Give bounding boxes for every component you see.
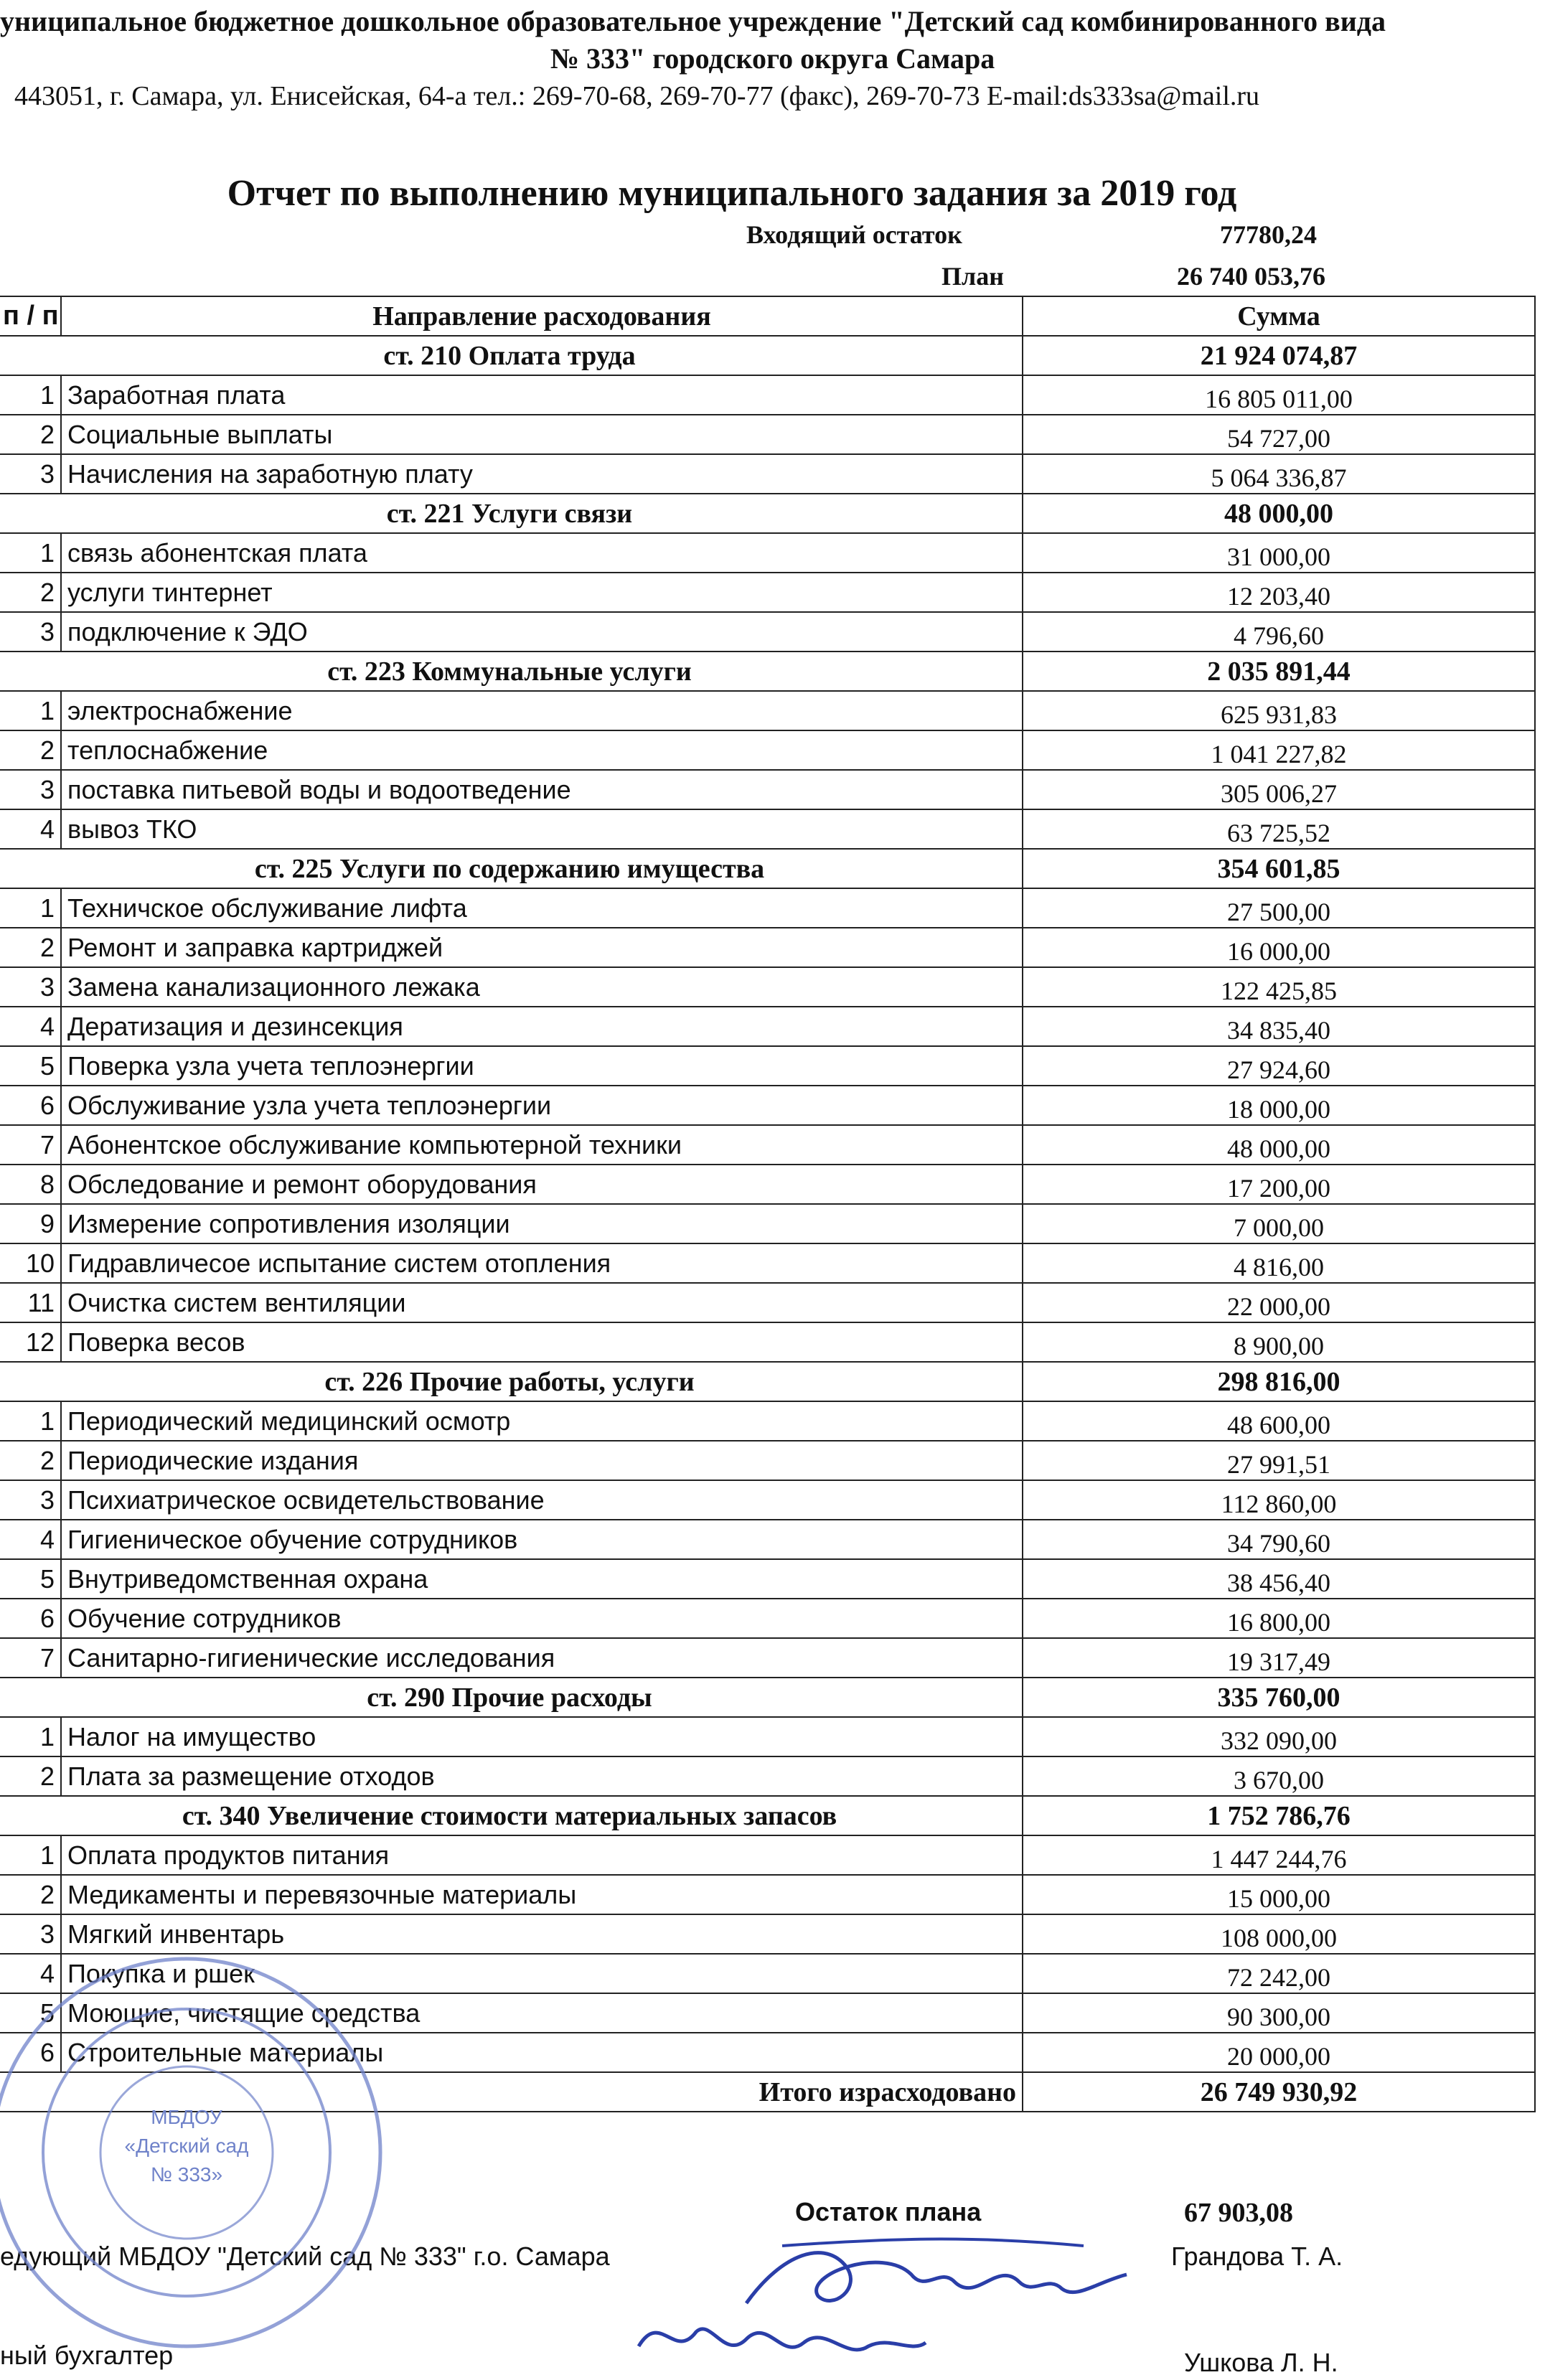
table-row — [0, 1283, 1535, 1322]
row-sum: 332 090,00 — [1023, 1717, 1535, 1756]
table-row — [0, 1875, 1535, 1914]
row-name: теплоснабжение — [61, 730, 1023, 770]
row-sum: 38 456,40 — [1023, 1559, 1535, 1599]
section-title: ст. 223 Коммунальные услуги — [0, 652, 1023, 691]
section-title: ст. 210 Оплата труда — [0, 336, 1023, 375]
row-number: 7 — [0, 1125, 61, 1165]
stamp-text-2: «Детский сад — [124, 2135, 249, 2157]
row-name: Мягкий инвентарь — [61, 1914, 1023, 1954]
table-row — [0, 928, 1535, 967]
org-header-line1: униципальное бюджетное дошкольное образовательное учреждение "Детский сад комбинированного вида — [0, 5, 1386, 37]
head-role: едующий МБДОУ "Детский сад № 333" г.о. Самара — [0, 2242, 610, 2271]
table-row — [0, 1520, 1535, 1559]
row-number: 4 — [0, 809, 61, 849]
row-sum: 5 064 336,87 — [1023, 454, 1535, 494]
section-title: ст. 290 Прочие расходы — [0, 1678, 1023, 1717]
row-name: Поверка весов — [61, 1322, 1023, 1362]
row-number: 2 — [0, 415, 61, 454]
table-row — [0, 967, 1535, 1007]
row-name: Ремонт и заправка картриджей — [61, 928, 1023, 967]
row-name: Санитарно-гигиенические исследования — [61, 1638, 1023, 1678]
stamp-text-3: № 333» — [150, 2163, 223, 2186]
table-row — [0, 1717, 1535, 1756]
table-row — [0, 1441, 1535, 1480]
row-number: 3 — [0, 454, 61, 494]
section-row — [0, 849, 1535, 888]
row-number: 3 — [0, 1480, 61, 1520]
row-sum: 16 805 011,00 — [1023, 375, 1535, 415]
row-sum: 18 000,00 — [1023, 1086, 1535, 1125]
row-name: Дератизация и дезинсекция — [61, 1007, 1023, 1046]
stamp-text-1: МБДОУ — [151, 2106, 222, 2128]
row-name: вывоз ТКО — [61, 809, 1023, 849]
row-number: 2 — [0, 730, 61, 770]
header-name: Направление расходования — [61, 296, 1023, 336]
row-sum: 4 796,60 — [1023, 612, 1535, 652]
seal-stamp — [0, 1937, 402, 2368]
section-row — [0, 1678, 1535, 1717]
row-name: услуги тинтернет — [61, 573, 1023, 612]
opening-balance-value: 77780,24 — [1220, 220, 1317, 249]
row-sum: 15 000,00 — [1023, 1875, 1535, 1914]
row-number: 5 — [0, 1046, 61, 1086]
row-name: Заработная плата — [61, 375, 1023, 415]
total-value: 26 749 930,92 — [1023, 2072, 1535, 2112]
row-name: Абонентское обслуживание компьютерной техники — [61, 1125, 1023, 1165]
row-sum: 48 600,00 — [1023, 1401, 1535, 1441]
table-row — [0, 1165, 1535, 1204]
plan-value: 26 740 053,76 — [1177, 262, 1325, 291]
row-sum: 72 242,00 — [1023, 1954, 1535, 1993]
remaining-value: 67 903,08 — [1184, 2198, 1293, 2228]
section-title: ст. 340 Увеличение стоимости материальных запасов — [0, 1796, 1023, 1835]
row-name: Гидравличесое испытание систем отопления — [61, 1243, 1023, 1283]
table-header-row — [0, 296, 1535, 336]
row-name: Гигиеническое обучение сотрудников — [61, 1520, 1023, 1559]
row-number: 1 — [0, 1835, 61, 1875]
row-number: 2 — [0, 1875, 61, 1914]
opening-balance-label: Входящий остаток — [746, 220, 962, 249]
accountant-name: Ушкова Л. Н. — [1184, 2348, 1338, 2377]
row-name: Строительные материалы — [61, 2033, 1023, 2072]
section-title: ст. 221 Услуги связи — [0, 494, 1023, 533]
section-total: 354 601,85 — [1023, 849, 1535, 888]
row-number: 2 — [0, 928, 61, 967]
row-name: Поверка узла учета теплоэнергии — [61, 1046, 1023, 1086]
row-number: 1 — [0, 691, 61, 730]
row-number: 6 — [0, 1086, 61, 1125]
row-name: Обследование и ремонт оборудования — [61, 1165, 1023, 1204]
row-sum: 20 000,00 — [1023, 2033, 1535, 2072]
row-name: связь абонентская плата — [61, 533, 1023, 573]
row-name: Моющие, чистящие средства — [61, 1993, 1023, 2033]
row-sum: 34 835,40 — [1023, 1007, 1535, 1046]
total-label: Итого израсходовано — [0, 2072, 1023, 2112]
row-number: 11 — [0, 1283, 61, 1322]
row-number: 12 — [0, 1322, 61, 1362]
header-sum: Сумма — [1023, 296, 1535, 336]
table-row — [0, 1599, 1535, 1638]
table-row — [0, 612, 1535, 652]
table-row — [0, 1125, 1535, 1165]
head-name: Грандова Т. А. — [1171, 2242, 1343, 2271]
row-number: 5 — [0, 1993, 61, 2033]
row-name: Покупка и ршек — [61, 1954, 1023, 1993]
row-name: Оплата продуктов питания — [61, 1835, 1023, 1875]
table-row — [0, 809, 1535, 849]
plan-label: План — [941, 262, 1004, 291]
row-number: 9 — [0, 1204, 61, 1243]
row-name: Техничское обслуживание лифта — [61, 888, 1023, 928]
row-name: Измерение сопротивления изоляции — [61, 1204, 1023, 1243]
row-number: 3 — [0, 967, 61, 1007]
row-number: 1 — [0, 375, 61, 415]
org-address: 443051, г. Самара, ул. Енисейская, 64-а тел.: 269-70-68, 269-70-77 (факс), 269-70-73 E-mail:ds333sa@mail.ru — [14, 81, 1260, 111]
row-number: 4 — [0, 1520, 61, 1559]
report-title: Отчет по выполнению муниципального задания за 2019 год — [227, 173, 1237, 214]
section-row — [0, 1796, 1535, 1835]
row-number: 3 — [0, 770, 61, 809]
table-row — [0, 1243, 1535, 1283]
row-name: Обслуживание узла учета теплоэнергии — [61, 1086, 1023, 1125]
row-sum: 34 790,60 — [1023, 1520, 1535, 1559]
org-header-line2: № 333" городского округа Самара — [550, 42, 995, 75]
table-row — [0, 1086, 1535, 1125]
row-number: 8 — [0, 1165, 61, 1204]
row-number: 1 — [0, 888, 61, 928]
section-row — [0, 1362, 1535, 1401]
table-row — [0, 1638, 1535, 1678]
row-sum: 305 006,27 — [1023, 770, 1535, 809]
row-name: Начисления на заработную плату — [61, 454, 1023, 494]
row-number: 1 — [0, 1401, 61, 1441]
row-name: подключение к ЭДО — [61, 612, 1023, 652]
table-row — [0, 1204, 1535, 1243]
row-sum: 12 203,40 — [1023, 573, 1535, 612]
row-name: Налог на имущество — [61, 1717, 1023, 1756]
section-total: 1 752 786,76 — [1023, 1796, 1535, 1835]
row-name: Обучение сотрудников — [61, 1599, 1023, 1638]
row-number: 5 — [0, 1559, 61, 1599]
row-sum: 17 200,00 — [1023, 1165, 1535, 1204]
row-number: 10 — [0, 1243, 61, 1283]
row-sum: 16 800,00 — [1023, 1599, 1535, 1638]
section-row — [0, 494, 1535, 533]
row-name: поставка питьевой воды и водоотведение — [61, 770, 1023, 809]
row-sum: 3 670,00 — [1023, 1756, 1535, 1796]
section-total: 21 924 074,87 — [1023, 336, 1535, 375]
table-row — [0, 454, 1535, 494]
row-sum: 1 041 227,82 — [1023, 730, 1535, 770]
table-row — [0, 375, 1535, 415]
table-row — [0, 533, 1535, 573]
row-sum: 54 727,00 — [1023, 415, 1535, 454]
row-number: 2 — [0, 1756, 61, 1796]
row-sum: 8 900,00 — [1023, 1322, 1535, 1362]
row-name: электроснабжение — [61, 691, 1023, 730]
row-sum: 1 447 244,76 — [1023, 1835, 1535, 1875]
row-number: 1 — [0, 1717, 61, 1756]
row-number: 6 — [0, 1599, 61, 1638]
table-row — [0, 1401, 1535, 1441]
table-row — [0, 730, 1535, 770]
row-number: 1 — [0, 533, 61, 573]
section-total: 2 035 891,44 — [1023, 652, 1535, 691]
section-total: 298 816,00 — [1023, 1362, 1535, 1401]
row-number: 6 — [0, 2033, 61, 2072]
expense-table — [0, 296, 1536, 2112]
row-number: 4 — [0, 1007, 61, 1046]
row-sum: 108 000,00 — [1023, 1914, 1535, 1954]
row-sum: 27 991,51 — [1023, 1441, 1535, 1480]
section-row — [0, 336, 1535, 375]
row-sum: 31 000,00 — [1023, 533, 1535, 573]
row-sum: 7 000,00 — [1023, 1204, 1535, 1243]
section-total: 48 000,00 — [1023, 494, 1535, 533]
row-number: 7 — [0, 1638, 61, 1678]
table-row — [0, 1835, 1535, 1875]
row-sum: 48 000,00 — [1023, 1125, 1535, 1165]
section-title: ст. 226 Прочие работы, услуги — [0, 1362, 1023, 1401]
table-row — [0, 888, 1535, 928]
row-name: Внутриведомственная охрана — [61, 1559, 1023, 1599]
row-name: Периодический медицинский осмотр — [61, 1401, 1023, 1441]
row-sum: 22 000,00 — [1023, 1283, 1535, 1322]
table-row — [0, 691, 1535, 730]
table-row — [0, 1559, 1535, 1599]
accountant-signature — [631, 2303, 933, 2375]
table-row — [0, 1756, 1535, 1796]
row-name: Медикаменты и перевязочные материалы — [61, 1875, 1023, 1914]
row-name: Плата за размещение отходов — [61, 1756, 1023, 1796]
row-sum: 27 500,00 — [1023, 888, 1535, 928]
row-name: Психиатрическое освидетельствование — [61, 1480, 1023, 1520]
row-sum: 16 000,00 — [1023, 928, 1535, 967]
table-row — [0, 1007, 1535, 1046]
row-sum: 625 931,83 — [1023, 691, 1535, 730]
remaining-label: Остаток плана — [795, 2197, 982, 2226]
row-sum: 122 425,85 — [1023, 967, 1535, 1007]
row-name: Социальные выплаты — [61, 415, 1023, 454]
row-name: Замена канализационного лежака — [61, 967, 1023, 1007]
row-sum: 27 924,60 — [1023, 1046, 1535, 1086]
row-number: 3 — [0, 612, 61, 652]
row-sum: 4 816,00 — [1023, 1243, 1535, 1283]
row-number: 3 — [0, 1914, 61, 1954]
row-number: 4 — [0, 1954, 61, 1993]
table-row — [0, 770, 1535, 809]
row-sum: 90 300,00 — [1023, 1993, 1535, 2033]
row-number: 2 — [0, 1441, 61, 1480]
table-row — [0, 1322, 1535, 1362]
section-title: ст. 225 Услуги по содержанию имущества — [0, 849, 1023, 888]
accountant-role: ный бухгалтер — [0, 2341, 174, 2370]
row-number: 2 — [0, 573, 61, 612]
header-num: п / п — [0, 296, 61, 336]
row-sum: 19 317,49 — [1023, 1638, 1535, 1678]
row-sum: 112 860,00 — [1023, 1480, 1535, 1520]
table-row — [0, 1480, 1535, 1520]
section-total: 335 760,00 — [1023, 1678, 1535, 1717]
table-row — [0, 415, 1535, 454]
row-name: Очистка систем вентиляции — [61, 1283, 1023, 1322]
table-row — [0, 1046, 1535, 1086]
row-sum: 63 725,52 — [1023, 809, 1535, 849]
section-row — [0, 652, 1535, 691]
row-name: Периодические издания — [61, 1441, 1023, 1480]
table-row — [0, 573, 1535, 612]
